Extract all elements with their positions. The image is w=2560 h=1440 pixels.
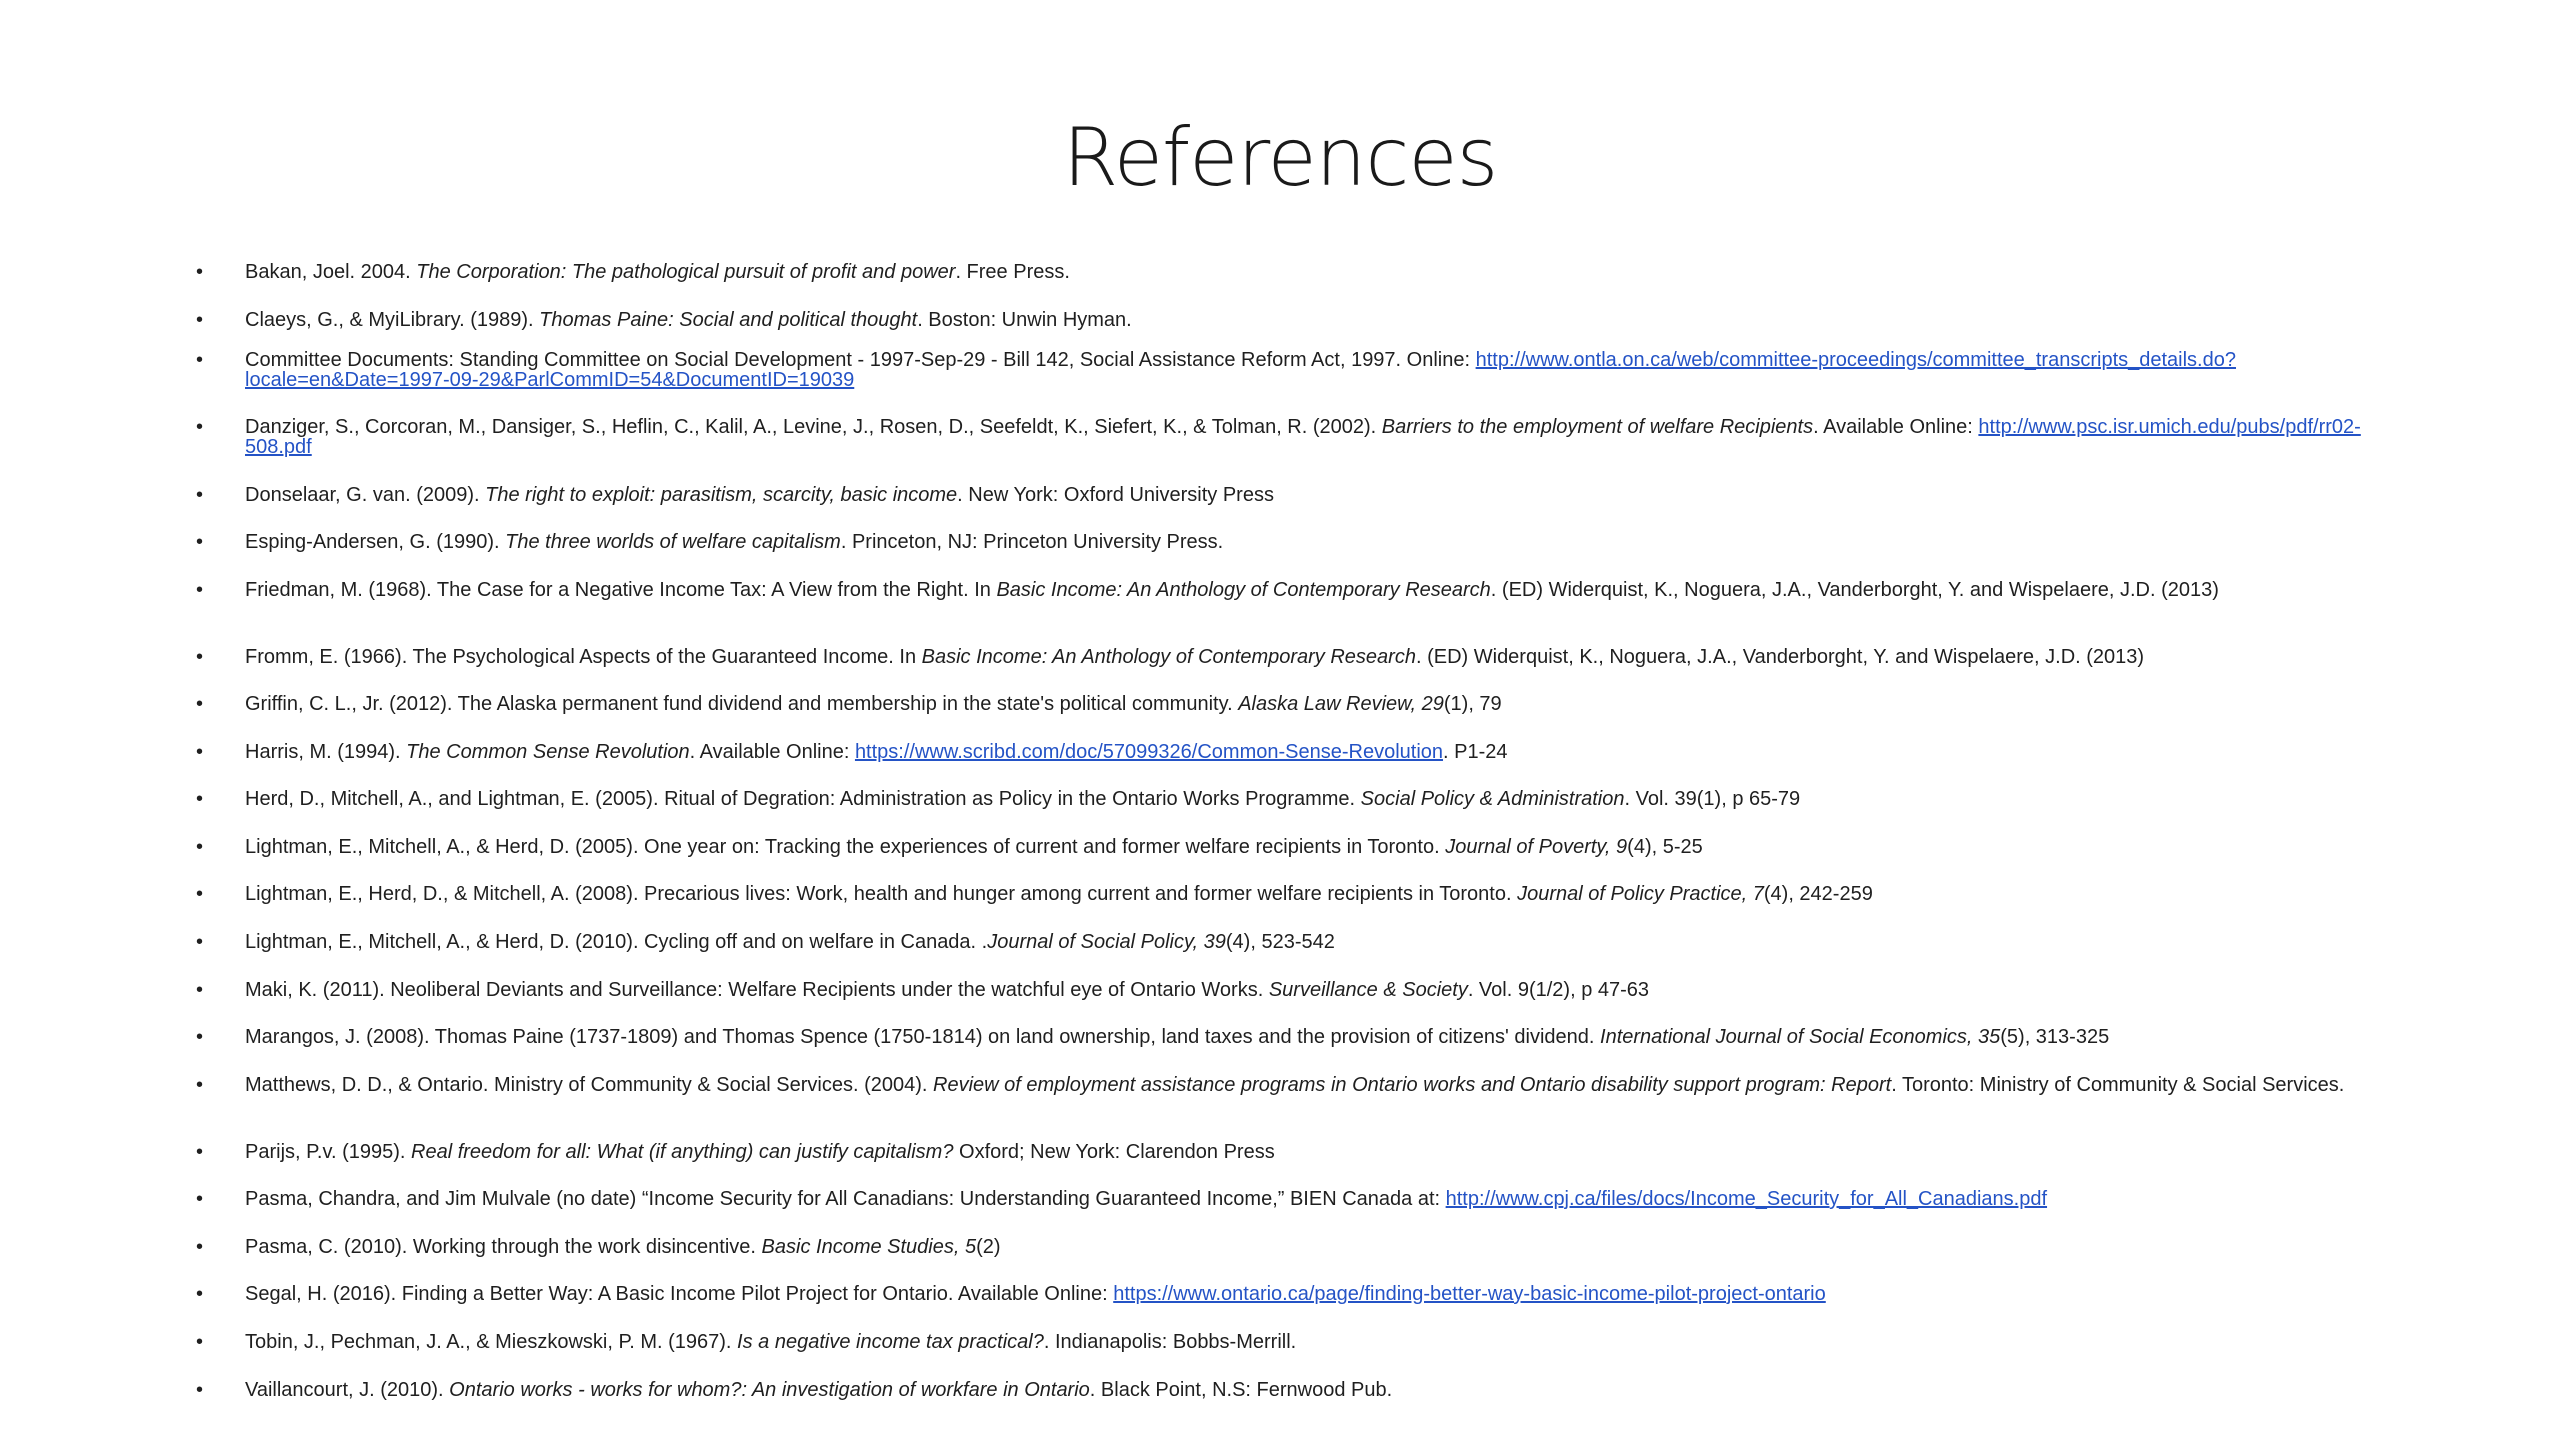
reference-text: Vaillancourt, J. (2010). <box>245 1379 450 1401</box>
reference-text: Claeys, G., & MyiLibrary. (1989). <box>245 309 540 331</box>
reference-item <box>196 883 2365 905</box>
reference-title: Thomas Paine: Social and political thought <box>539 309 918 331</box>
reference-title: Journal of Poverty, 9 <box>1445 836 1628 858</box>
reference-text: Griffin, C. L., Jr. (2012). The Alaska permanent fund dividend and membership in the state's political community. <box>245 693 1239 715</box>
reference-text: Herd, D., Mitchell, A., and Lightman, E. (2005). Ritual of Degration: Administration as Policy in the Ontario Works Programme. <box>245 788 1361 810</box>
reference-text: Maki, K. (2011). Neoliberal Deviants and Surveillance: Welfare Recipients under the watchful eye of Ontario Works. <box>245 979 1269 1001</box>
reference-text: Fromm, E. (1966). The Psychological Aspects of the Guaranteed Income. In <box>245 646 922 668</box>
bullet-icon: • <box>196 1331 204 1353</box>
reference-item <box>196 931 2365 953</box>
reference-title: Is a negative income tax practical? <box>737 1331 1044 1353</box>
reference-text: Segal, H. (2016). Finding a Better Way: A Basic Income Pilot Project for Ontario. Available Online: <box>245 1283 1114 1305</box>
reference-text: Esping-Andersen, G. (1990). <box>245 531 506 553</box>
reference-text: Parijs, P.v. (1995). <box>245 1141 411 1163</box>
bullet-icon: • <box>196 416 204 438</box>
bullet-icon: • <box>196 531 204 553</box>
reference-text: (5), 313-325 <box>2000 1026 2110 1048</box>
bullet-icon: • <box>196 309 204 331</box>
reference-text: (4), 242-259 <box>1763 883 1873 905</box>
reference-item <box>196 1074 2365 1096</box>
bullet-icon: • <box>196 484 204 506</box>
reference-title: Basic Income: An Anthology of Contemporary Research <box>921 646 1416 668</box>
bullet-icon: • <box>196 979 204 1001</box>
bullet-icon: • <box>196 646 204 668</box>
reference-link[interactable]: https://www.ontario.ca/page/finding-better-way-basic-income-pilot-project-ontario <box>1113 1283 1826 1305</box>
reference-text: Pasma, C. (2010). Working through the work disincentive. <box>245 1236 762 1258</box>
bullet-icon: • <box>196 1074 204 1096</box>
reference-text: (2) <box>976 1236 1001 1258</box>
bullet-icon: • <box>196 1236 204 1258</box>
bullet-icon: • <box>196 1141 204 1163</box>
reference-item <box>196 484 2365 506</box>
reference-text: Lightman, E., Herd, D., & Mitchell, A. (2008). Precarious lives: Work, health and hunger among current and former welfare recipients in Toronto. <box>245 883 1518 905</box>
reference-item <box>196 416 2365 458</box>
reference-title: Ontario works - works for whom?: An investigation of workfare in Ontario <box>449 1379 1090 1401</box>
reference-title: Journal of Policy Practice, 7 <box>1517 883 1764 905</box>
reference-item <box>196 1026 2365 1048</box>
reference-item <box>196 1141 2365 1163</box>
reference-title: Real freedom for all: What (if anything) can justify capitalism? <box>411 1141 954 1163</box>
reference-text: . Vol. 39(1), p 65-79 <box>1624 788 1801 810</box>
reference-text: Bakan, Joel. 2004. <box>245 261 417 283</box>
reference-title: Alaska Law Review, 29 <box>1238 693 1444 715</box>
reference-text: (1), 79 <box>1443 693 1502 715</box>
reference-text: . P1-24 <box>1443 741 1508 763</box>
reference-text: . (ED) Widerquist, K., Noguera, J.A., Vanderborght, Y. and Wispelaere, J.D. (2013) <box>1415 646 2145 668</box>
reference-text: Oxford; New York: Clarendon Press <box>953 1141 1275 1163</box>
bullet-icon: • <box>196 883 204 905</box>
reference-item <box>196 646 2365 668</box>
reference-text: . Free Press. <box>955 261 1070 283</box>
reference-text: Committee Documents: Standing Committee on Social Development - 1997-Sep-29 - Bill 142, Social Assistance Reform Act, 1997. Online: <box>245 349 1476 371</box>
reference-title: Surveillance & Society <box>1268 979 1468 1001</box>
reference-link[interactable]: http://www.cpj.ca/files/docs/Income_Security_for_All_Canadians.pdf <box>1445 1188 2048 1210</box>
slide-title: References <box>1062 111 1498 204</box>
reference-text: Donselaar, G. van. (2009). <box>245 484 486 506</box>
reference-text: Pasma, Chandra, and Jim Mulvale (no date) “Income Security for All Canadians: Understanding Guaranteed Income,” BIEN Canada at: <box>245 1188 1446 1210</box>
reference-item <box>196 1331 2365 1353</box>
reference-text: Harris, M. (1994). <box>245 741 407 763</box>
reference-text: Marangos, J. (2008). Thomas Paine (1737-1809) and Thomas Spence (1750-1814) on land ownership, land taxes and the provision of citizens' dividend. <box>245 1026 1601 1048</box>
reference-item <box>196 309 2365 331</box>
reference-link[interactable]: http://www.ontla.on.ca/web/committee-proceedings/committee_transcripts_details.do?locale=en&Date=1997-09-29&ParlCommID=54&DocumentID=19039 <box>245 349 2236 391</box>
reference-text: Friedman, M. (1968). The Case for a Negative Income Tax: A View from the Right. In <box>245 579 997 601</box>
reference-title: Social Policy & Administration <box>1360 788 1625 810</box>
reference-item <box>196 788 2365 810</box>
reference-item <box>196 1188 2365 1210</box>
bullet-icon: • <box>196 693 204 715</box>
reference-text: . Princeton, NJ: Princeton University Press. <box>840 531 1224 553</box>
reference-title: The Common Sense Revolution <box>406 741 690 763</box>
reference-item <box>196 531 2365 553</box>
reference-item <box>196 979 2365 1001</box>
reference-title: The right to exploit: parasitism, scarcity, basic income <box>485 484 958 506</box>
bullet-icon: • <box>196 1379 204 1401</box>
reference-text: . Indianapolis: Bobbs-Merrill. <box>1043 1331 1297 1353</box>
reference-link[interactable]: http://www.psc.isr.umich.edu/pubs/pdf/rr02-508.pdf <box>245 416 2361 458</box>
reference-text: . New York: Oxford University Press <box>957 484 1274 506</box>
bullet-icon: • <box>196 741 204 763</box>
reference-item <box>196 349 2365 391</box>
reference-item <box>196 1236 2365 1258</box>
reference-text: Lightman, E., Mitchell, A., & Herd, D. (2005). One year on: Tracking the experiences of current and former welfare recipients in Toronto. <box>245 836 1446 858</box>
reference-item <box>196 261 2365 283</box>
bullet-icon: • <box>196 349 204 371</box>
bullet-icon: • <box>196 261 204 283</box>
bullet-icon: • <box>196 579 204 601</box>
reference-title: The three worlds of welfare capitalism <box>505 531 841 553</box>
bullet-icon: • <box>196 1283 204 1305</box>
reference-text: (4), 5-25 <box>1627 836 1703 858</box>
bullet-icon: • <box>196 836 204 858</box>
reference-text: Danziger, S., Corcoran, M., Dansiger, S., Heflin, C., Kalil, A., Levine, J., Rosen, D., Seefeldt, K., Siefert, K., & Tolman, R. (2002). <box>245 416 1382 438</box>
reference-text: Matthews, D. D., & Ontario. Ministry of Community & Social Services. (2004). <box>245 1074 933 1096</box>
bullet-icon: • <box>196 1026 204 1048</box>
reference-item <box>196 579 2365 601</box>
reference-title: The Corporation: The pathological pursuit of profit and power <box>416 261 956 283</box>
bullet-icon: • <box>196 1188 204 1210</box>
reference-item <box>196 836 2365 858</box>
reference-item <box>196 1379 2365 1401</box>
reference-text: Tobin, J., Pechman, J. A., & Mieszkowski, P. M. (1967). <box>245 1331 738 1353</box>
reference-item <box>196 693 2365 715</box>
reference-link[interactable]: https://www.scribd.com/doc/57099326/Common-Sense-Revolution <box>854 741 1444 763</box>
reference-text: . Available Online: <box>689 741 855 763</box>
reference-item <box>196 741 2365 763</box>
bullet-icon: • <box>196 788 204 810</box>
reference-text: . Black Point, N.S: Fernwood Pub. <box>1089 1379 1393 1401</box>
reference-text: . Toronto: Ministry of Community & Social Services. <box>1891 1074 2345 1096</box>
reference-text: Lightman, E., Mitchell, A., & Herd, D. (2010). Cycling off and on welfare in Canada. . <box>245 931 988 953</box>
reference-text: . Boston: Unwin Hyman. <box>917 309 1132 331</box>
reference-title: Basic Income: An Anthology of Contemporary Research <box>996 579 1491 601</box>
reference-title: Journal of Social Policy, 39 <box>987 931 1226 953</box>
reference-text: . Available Online: <box>1813 416 1979 438</box>
bullet-icon: • <box>196 931 204 953</box>
reference-title: International Journal of Social Economics, 35 <box>1600 1026 2001 1048</box>
reference-title: Basic Income Studies, 5 <box>761 1236 977 1258</box>
reference-text: (4), 523-542 <box>1225 931 1335 953</box>
reference-item <box>196 1283 2365 1305</box>
reference-title: Barriers to the employment of welfare Recipients <box>1381 416 1814 438</box>
reference-text: . Vol. 9(1/2), p 47-63 <box>1467 979 1650 1001</box>
reference-title: Review of employment assistance programs in Ontario works and Ontario disability support program: Report <box>933 1074 1892 1096</box>
reference-text: . (ED) Widerquist, K., Noguera, J.A., Vanderborght, Y. and Wispelaere, J.D. (2013) <box>1490 579 2219 601</box>
